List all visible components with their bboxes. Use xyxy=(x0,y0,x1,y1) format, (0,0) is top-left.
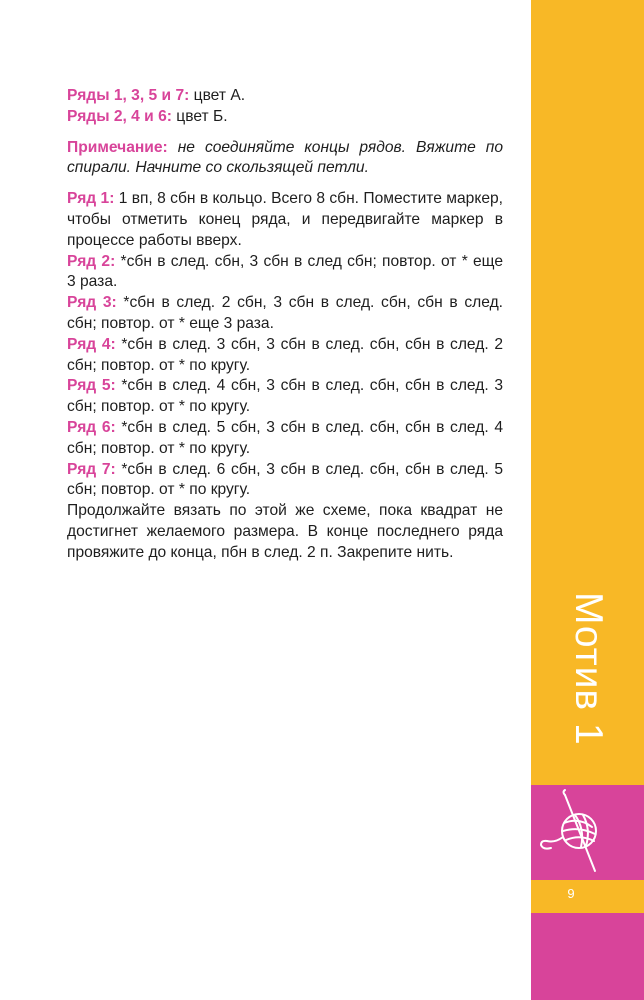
instruction-row-3 xyxy=(67,293,503,335)
note-paragraph xyxy=(67,138,503,180)
rows-text-odd: цвет А. xyxy=(189,87,246,104)
chapter-title: Мотив 1 xyxy=(567,592,610,746)
instruction-label: Ряд 3: xyxy=(67,294,117,312)
instruction-text: *сбн в след. сбн, 3 сбн в след сбн; повтор. от * еще 3 раза. xyxy=(67,252,504,291)
sidebar-bottom-band xyxy=(531,913,644,1000)
instruction-label: Ряд 2: xyxy=(67,252,116,270)
note-text: не соединяйте концы рядов. Вяжите по спирали. Начните со скользящей петли. xyxy=(67,138,503,177)
instruction-label: Ряд 7: xyxy=(67,460,116,478)
instruction-label: Ряд 5: xyxy=(67,377,116,395)
rows-colors-line-2 xyxy=(67,107,503,128)
instruction-text: 1 вп, 8 сбн в кольцо. Всего 8 сбн. Поместите маркер, чтобы отметить конец ряда, и передвигайте маркер в процессе работы вверх. xyxy=(67,190,503,249)
instruction-row-4 xyxy=(67,335,503,377)
instruction-row-5 xyxy=(67,376,503,418)
instruction-text: *сбн в след. 6 сбн, 3 сбн в след. сбн, сбн в след. 5 сбн; повтор. от * по кругу. xyxy=(67,460,503,499)
instruction-row-7 xyxy=(67,460,503,502)
rows-label-odd: Ряды 1, 3, 5 и 7: xyxy=(67,87,190,104)
closing-paragraph: Продолжайте вязать по этой же схеме, пока квадрат не достигнет желаемого размера. В конце последнего ряда провяжите до конца, пбн в след. 2 п. Закрепите нить. xyxy=(67,502,503,561)
rows-label-even: Ряды 2, 4 и 6: xyxy=(67,107,172,125)
yarn-ball-icon xyxy=(531,785,644,880)
instruction-label: Ряд 6: xyxy=(67,418,116,436)
rows-colors-line-1 xyxy=(67,86,503,107)
chapter-sidebar xyxy=(531,0,644,1000)
instruction-row-2 xyxy=(67,252,503,294)
instruction-label: Ряд 4: xyxy=(67,335,116,353)
instruction-text: *сбн в след. 3 сбн, 3 сбн в след. сбн, сбн в след. 2 сбн; повтор. от * по кругу. xyxy=(67,335,503,374)
note-label: Примечание: xyxy=(67,138,168,156)
page-number: 9 xyxy=(567,886,575,901)
instruction-row-1 xyxy=(67,189,503,251)
rows-text-even: цвет Б. xyxy=(171,107,228,125)
instruction-row-6 xyxy=(67,418,503,460)
instruction-text: *сбн в след. 4 сбн, 3 сбн в след. сбн, сбн в след. 3 сбн; повтор. от * по кругу. xyxy=(67,377,503,416)
page-content xyxy=(67,86,503,564)
instruction-text: *сбн в след. 2 сбн, 3 сбн в след. сбн, сбн в след. сбн; повтор. от * еще 3 раза. xyxy=(67,294,503,332)
instruction-label: Ряд 1: xyxy=(67,190,115,208)
instruction-text: *сбн в след. 5 сбн, 3 сбн в след. сбн, сбн в след. 4 сбн; повтор. от * по кругу. xyxy=(67,418,503,457)
